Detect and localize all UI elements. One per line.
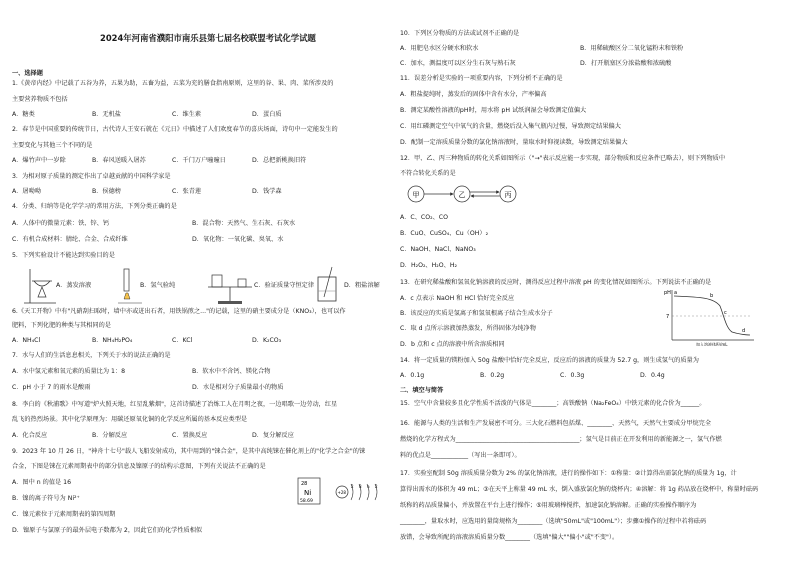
- q1-stem-cont: 主要营养物质不包括: [12, 96, 68, 103]
- q7-options-ab: [12, 368, 271, 376]
- point-d: d: [742, 328, 746, 334]
- q1-option-c[interactable]: C．维生素: [172, 111, 202, 118]
- q6-stem-cont: 肥料，下列化肥的种类与其相同的是: [12, 322, 111, 329]
- q2-stem: 2．春节是中国重要的传统节日，古代诗人王安石就在《元日》中描述了人们欢度春节的喜庆场面，诗句中一定能发生的: [12, 126, 338, 133]
- q6-options: [12, 337, 332, 345]
- q9-stem: 9．2023 年 10 月 26 日，"神舟十七号"载人飞船发射成功，其中用到的"铼合金"，是其中高纯铼在催化剂上的"化学之合金"的铼: [12, 448, 366, 455]
- q4-option-c[interactable]: C．有机合成材料：腈纶、合金、合成纤维: [12, 236, 128, 243]
- q9-figure: [296, 476, 388, 508]
- balance-apparatus-icon: [208, 275, 252, 304]
- q5-stem: 5．下列实验设计不能达到实验目的是: [12, 252, 115, 259]
- q14-stem: 14．将一定质量的镁粉加入 50g 盐酸中恰好完全反应，反应后的溶液的质量为 52.7 g，则生成氢气的质量为: [400, 357, 699, 364]
- q3-option-a[interactable]: A．屠呦呦: [12, 188, 41, 195]
- q8-options: [12, 432, 332, 440]
- q12-option-d[interactable]: D．H₂O₂、H₂O、H₂: [400, 262, 457, 269]
- q14-options: [400, 372, 720, 380]
- node-jia-label: 甲: [412, 191, 420, 199]
- point-b: b: [710, 293, 714, 299]
- q5-option-a[interactable]: A．蒸发溶液: [56, 282, 92, 289]
- q17-line-4: ________，量取水时，应选用的量筒规格为________（选填"50mL"或"100mL"）；步骤①操作的过程中若将砝码: [400, 518, 707, 525]
- q11-option-b[interactable]: B．测定某酸性溶液的pH时，用水将 pH 试纸润湿会导致测定值偏大: [400, 107, 587, 114]
- q12-conversion-diagram: [406, 182, 518, 208]
- q6-option-b[interactable]: B．NH₄H₂PO₄: [92, 337, 133, 344]
- q4-options-ab: [12, 220, 295, 228]
- q8-option-d[interactable]: D．复分解反应: [252, 432, 294, 439]
- q1-option-b[interactable]: B．无机盐: [92, 111, 121, 118]
- q8-option-c[interactable]: C．置换反应: [172, 432, 208, 439]
- q12-stem: 12．甲、乙、丙三种物质的转化关系如图所示（"→"表示反应能一步实现，部分物质和反应条件已略去），则下列物质中: [400, 155, 726, 162]
- q10-options-cd: [400, 60, 671, 68]
- q4-option-a[interactable]: A．人体中的微量元素：铁、锌、钙: [12, 220, 110, 227]
- q11-option-c[interactable]: C．用红磷测定空气中氧气的含量，燃烧后没入集气瓶内过慢，导致测定结果偏大: [400, 123, 621, 130]
- q13-option-a[interactable]: A．c 点表示 NaOH 和 HCl 恰好完全反应: [400, 295, 515, 302]
- q14-option-a[interactable]: A．0.1g: [400, 372, 425, 379]
- q6-option-d[interactable]: D．K₂CO₃: [252, 337, 282, 344]
- q13-ph-chart: [662, 286, 758, 346]
- q10-option-c[interactable]: C．加水，测温度可以区分生石灰与熟石灰: [400, 60, 516, 67]
- q13-option-c[interactable]: C．取 d 点所示溶液加热蒸发，所得固体为纯净物: [400, 325, 536, 332]
- node-bing-label: 丙: [504, 191, 512, 199]
- q5-option-d[interactable]: D．粗盐溶解: [344, 282, 380, 289]
- point-a: a: [674, 290, 678, 296]
- salt-dissolving-apparatus-icon: [318, 267, 336, 301]
- q8-stem-cont: 乱飞的热烈场景。其中化学原理为：用碳还原氧化铜的化学反应所属的基本反应类型是: [12, 416, 248, 423]
- q14-option-d[interactable]: D．0.4g: [640, 372, 665, 379]
- q11-option-d[interactable]: D．配制一定溶质质量分数的氯化钠溶液时，量取水时仰视读数，导致测定结果偏大: [400, 139, 628, 146]
- q4-option-b[interactable]: B．混合物：天然气、生石灰、石灰水: [192, 220, 296, 227]
- section-choice: 一、选择题: [12, 70, 43, 77]
- ph-curve: [674, 296, 750, 335]
- exam-title: 2024年河南省濮阳市南乐县第七届名校联盟考试化学试题: [100, 33, 316, 43]
- hydrogen-test-apparatus-icon: [118, 269, 142, 303]
- q16-line-3: 料的优点是____________（写出一条即可）。: [400, 452, 521, 459]
- q13-option-b[interactable]: B．该反应的实质是氢离子和氢氧根离子结合生成水分子: [400, 310, 553, 317]
- q6-stem: 6.《天工开物》中有"凡硝刮扫取时，墙中亦或迸出石者，用铁锅煎之..."的记载，这里的硝主要成分是（KNO₃），也可以作: [12, 308, 346, 315]
- q2-option-d[interactable]: D．总把新桃换旧符: [252, 157, 307, 164]
- q10-option-b[interactable]: B．用稀硫酸区分二氧化锰粉末和铁粉: [580, 45, 684, 52]
- q1-stem: 1.《黄帝内经》中记载了五谷为养，五果为助，五畜为益，五菜为充的膳食指南原则，这里的谷、果、肉、菜所涉及的: [12, 80, 334, 87]
- q16-line-2: 燃烧的化学方程式为________________________________________；氢气是目前正在开发利用的新能源之一，氢气作燃: [400, 436, 722, 443]
- element-symbol: Ni: [304, 489, 312, 497]
- q11-stem: 11．误差分析是实验的一项重要内容，下列分析不正确的是: [400, 75, 563, 82]
- q12-option-a[interactable]: A．C、CO₂、CO: [400, 214, 448, 221]
- q7-option-a[interactable]: A．水中氢元素和氧元素的质量比为 1：8: [12, 368, 126, 375]
- q2-stem-cont: 主要变化与其他三个不同的是: [12, 142, 93, 149]
- q16-line-1: 16．能源与人类的生活和生产发展密不可分。三大化石燃料包括煤、________、天然气，天然气主要成分甲烷完全: [400, 420, 712, 427]
- q4-options-cd: [12, 236, 283, 244]
- q1-options: [12, 111, 332, 119]
- q2-option-a[interactable]: A．爆竹声中一岁除: [12, 157, 66, 164]
- q9-option-a[interactable]: A．图中 n 的值是 16: [12, 479, 72, 486]
- shell-1: 2: [351, 484, 354, 489]
- q3-option-c[interactable]: C．张青莲: [172, 188, 202, 195]
- q7-option-d[interactable]: D．水是相对分子质量最小的物质: [192, 384, 284, 391]
- q4-stem: 4．分类、归纳等是化学学习的常用方法，下列分类正确的是: [12, 203, 177, 210]
- q13-stem: 13．在研究稀盐酸和氢氧化钠溶液的反应时，测得反应过程中溶液 pH 的变化情况如图所示。下列说法不正确的是: [400, 279, 712, 286]
- q1-option-a[interactable]: A．糖类: [12, 111, 35, 118]
- point-c: c: [724, 310, 727, 316]
- q3-options: [12, 188, 332, 196]
- q7-stem: 7．水与人们的生活息息相关，下列关于水的说法正确的是: [12, 352, 171, 359]
- q7-options-cd: [12, 384, 283, 392]
- shell-3: n: [367, 484, 370, 489]
- ph-axis-label: pH: [664, 290, 671, 296]
- q12-option-b[interactable]: B．CuO、CuSO₄、Cu（OH）₂: [400, 230, 489, 237]
- q11-option-a[interactable]: A．粗盐提纯时，蒸发后的固体中含有水分，产率偏高: [400, 91, 547, 98]
- q8-option-a[interactable]: A．化合反应: [12, 432, 48, 439]
- q3-option-b[interactable]: B．侯德榜: [92, 188, 121, 195]
- q17-line-5: 放错，会导致所配的溶液溶质质量分数________（选填"偏大""偏小"或"不变"）。: [400, 534, 619, 541]
- q17-line-1: 17．实验室配制 50g 溶质质量分数为 2% 的氯化钠溶液，进行的操作如下：①称量：②计算得出需氯化钠的质量为 1g，计: [400, 470, 737, 477]
- q7-option-b[interactable]: B．软水中不含钙、镁化合物: [192, 368, 271, 375]
- q9-stem-cont: 合金，下图是铼在元素周期表中的部分信息及镍原子的结构示意图，下列有关说法不正确的是: [12, 463, 266, 470]
- q3-option-d[interactable]: D．钱学森: [252, 188, 282, 195]
- q10-option-d[interactable]: D．打开瓶塞区分浓盐酸和浓硫酸: [580, 60, 672, 67]
- q10-option-a[interactable]: A．用肥皂水区分硬水和软水: [400, 45, 479, 52]
- q1-option-d[interactable]: D．蛋白质: [252, 111, 282, 118]
- nucleus-charge: +28: [337, 490, 346, 495]
- shell-2: 8: [359, 484, 362, 489]
- q13-option-d[interactable]: D．b 点和 c 点的溶液中所含溶质相同: [400, 341, 505, 348]
- q8-option-b[interactable]: B．分解反应: [92, 432, 128, 439]
- evaporation-apparatus-icon: [24, 269, 56, 303]
- q4-option-d[interactable]: D．氧化物：一氧化碳、臭氧、水: [192, 236, 284, 243]
- q2-option-b[interactable]: B．春风送暖入屠苏: [92, 157, 146, 164]
- q6-option-a[interactable]: A．NH₄Cl: [12, 337, 41, 344]
- shell-4: 2: [375, 484, 378, 489]
- q12-option-c[interactable]: C．NaOH、NaCl、NaNO₃: [400, 246, 476, 253]
- q3-stem: 3．为相对原子质量的测定作出了卓越贡献的中国科学家是: [12, 173, 171, 180]
- element-mass: 58.69: [300, 499, 313, 504]
- q17-line-3: 纸称的药品质量偏小，并放置在平台上进行操作；⑤用玻璃棒搅拌，加速氯化钠溶解。正确的实验操作顺序为: [400, 502, 697, 509]
- q9-option-d[interactable]: D．镍原子与氯原子的最外层电子数都为 2，因此它们的化学性质相似: [12, 527, 203, 534]
- q2-option-c[interactable]: C．千门万户曈曈日: [172, 157, 226, 164]
- ph-7-tick: 7: [666, 314, 670, 320]
- q15-line: 15．空气中含量较多且化学性质不活泼的气体是________；高铁酸钠（Na₂FeO₄）中铁元素的化合价为______。: [400, 400, 706, 407]
- element-number: 28: [301, 481, 308, 487]
- q8-stem: 8．李白的《秋浦歌》中写道"炉火照天地，红星乱紫烟"，这首诗描述了冶炼工人在月明之夜，一边唱歌一边劳动，红星: [12, 401, 338, 408]
- q7-option-c[interactable]: C．pH 小于 7 的雨水是酸雨: [12, 384, 91, 391]
- section-fill: 二、填空与简答: [400, 387, 444, 394]
- q10-options-ab: [400, 45, 683, 53]
- q6-option-c[interactable]: C．KCl: [172, 337, 193, 344]
- q9-option-c[interactable]: C．镍元素位于元素周期表的第四周期: [12, 511, 116, 518]
- q17-line-2: 算得出需水的体积为 49 mL；③在天平上称量 49 mL 水，倒入盛放氯化钠的烧杯内；④溶解：将 1g 药品放在烧杯中，称量时砝码: [400, 486, 759, 493]
- volume-axis-label: 加入溶液体积/mL: [696, 342, 728, 346]
- node-yi-label: 乙: [458, 191, 466, 199]
- q5-option-c[interactable]: C．验证质量守恒定律: [254, 282, 315, 289]
- q14-option-b[interactable]: B．0.2g: [480, 372, 505, 379]
- q10-stem: 10．下列区分物质的方法或试剂不正确的是: [400, 30, 520, 37]
- q12-stem-cont: 不符合转化关系的是: [400, 170, 456, 177]
- q14-option-c[interactable]: C．0.3g: [560, 372, 585, 379]
- q9-option-b[interactable]: B．镍的离子符号为 Ni²⁺: [12, 495, 80, 502]
- q5-option-b[interactable]: B．氢气验纯: [140, 282, 176, 289]
- q2-options: [12, 157, 332, 165]
